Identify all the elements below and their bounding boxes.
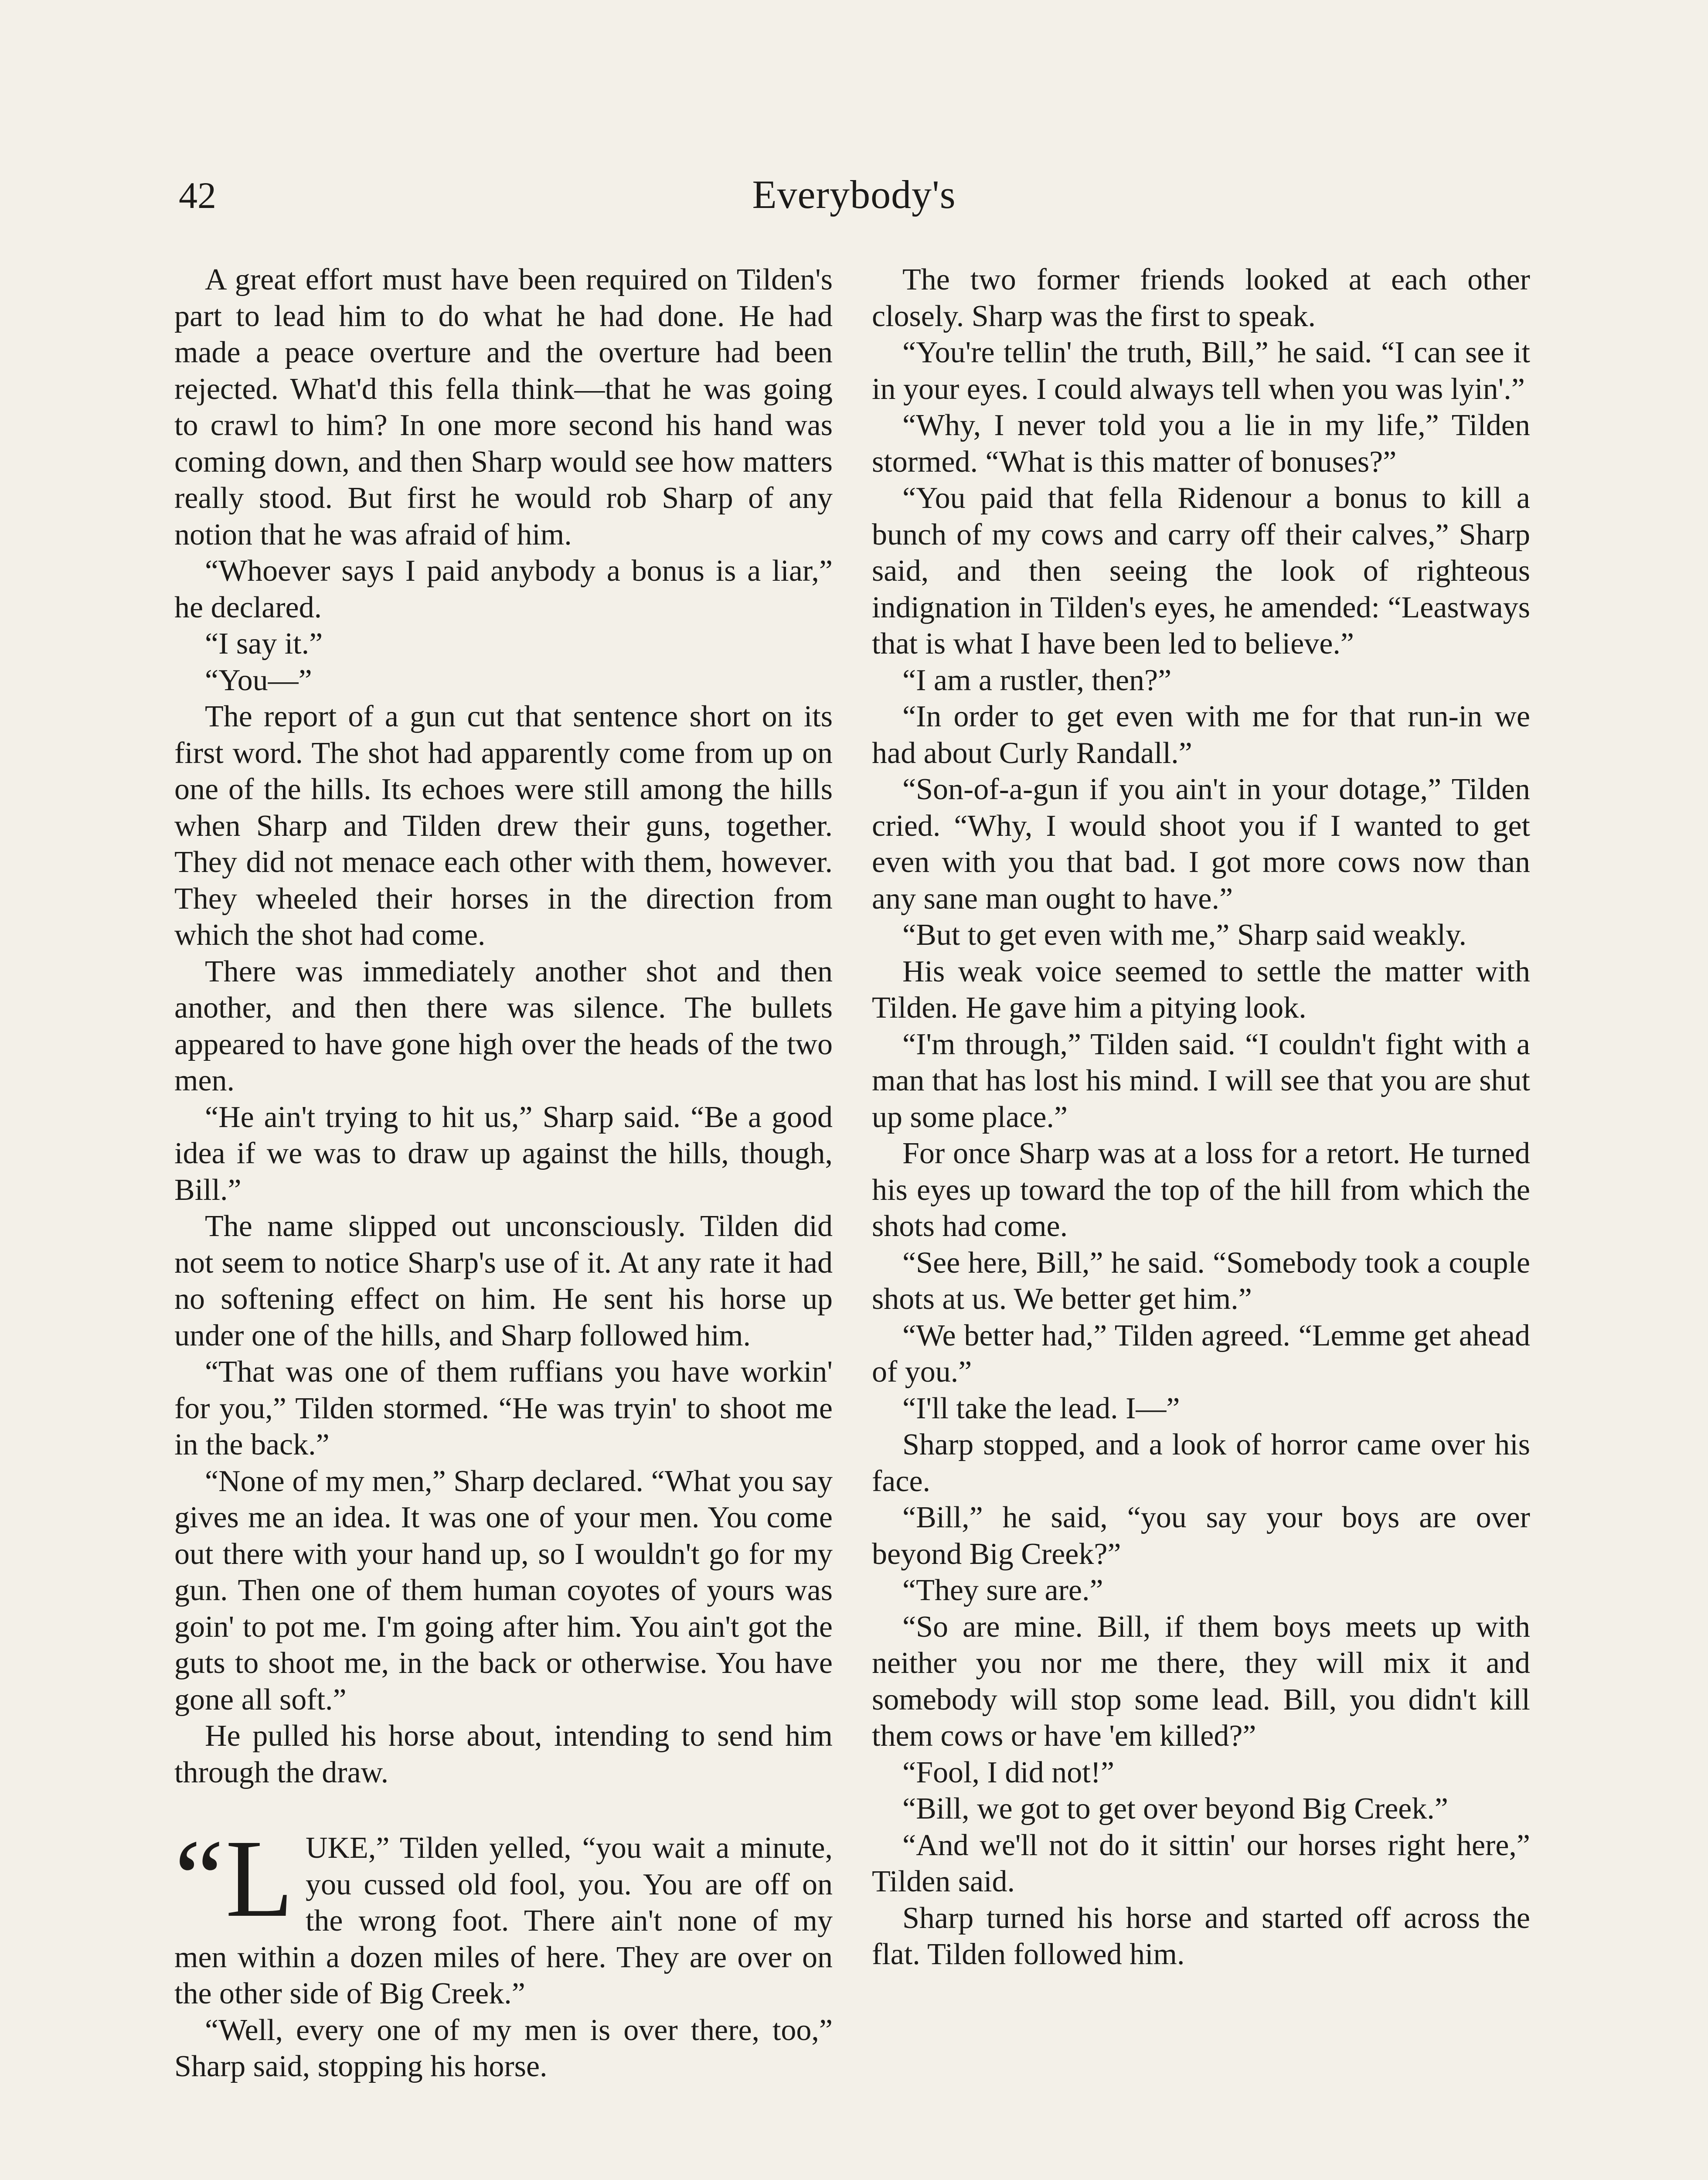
section-opening-text: UKE,” Tilden yelled, “you wait a minute, you cussed old fool, you. You are off on the wrong foot. There ain't none of my men within a dozen miles of here. They are over on the other side of Big Creek.”	[174, 1831, 833, 2010]
paragraph: “So are mine. Bill, if them boys meets up with neither you nor me there, they will mix it and somebody will stop some lead. Bill, you didn't kill them cows or have 'em killed?”	[872, 1610, 1530, 1753]
paragraph: A great effort must have been required on Tilden's part to lead him to do what he had done. He had made a peace overture and the overture had been rejected. What'd this fella think—that he was going to crawl to him? In one more second his hand was coming down, and then Sharp would see how matters really stood. But first he would rob Sharp of any notion that he was afraid of him.	[174, 263, 833, 552]
paragraph: “Why, I never told you a lie in my life,” Tilden stormed. “What is this matter of bonuses?”	[872, 409, 1530, 479]
paragraph: “I'm through,” Tilden said. “I couldn't fight with a man that has lost his mind. I will see that you are shut up some place.”	[872, 1027, 1530, 1134]
paragraph: “Well, every one of my men is over there, too,” Sharp said, stopping his horse.	[174, 2013, 833, 2083]
paragraph: Sharp turned his horse and started off across the flat. Tilden followed him.	[872, 1901, 1530, 1971]
paragraph: Sharp stopped, and a look of horror came over his face.	[872, 1428, 1530, 1498]
drop-cap	[174, 1817, 293, 1940]
paragraph: “Bill, we got to get over beyond Big Creek.”	[902, 1792, 1448, 1826]
paragraph: For once Sharp was at a loss for a retort. He turned his eyes up toward the top of the hill from which the shots had come.	[872, 1137, 1530, 1243]
paragraph: “He ain't trying to hit us,” Sharp said. “Be a good idea if we was to draw up against the hills, though, Bill.”	[174, 1100, 833, 1207]
paragraph: “Fool, I did not!”	[902, 1755, 1115, 1789]
paragraph: “You paid that fella Ridenour a bonus to kill a bunch of my cows and carry off their calves,” Sharp said, and then seeing the look of righteous indignation in Tilden's eyes, he amended: “Leastways that is what I have been led to believe.”	[872, 481, 1530, 661]
paragraph: “You—”	[205, 663, 312, 697]
page-number: 42	[179, 174, 216, 216]
paragraph: “In order to get even with me for that run-in we had about Curly Randall.”	[872, 700, 1530, 770]
paragraph: “Bill,” he said, “you say your boys are over beyond Big Creek?”	[872, 1501, 1530, 1571]
paragraph: “Son-of-a-gun if you ain't in your dotage,” Tilden cried. “Why, I would shoot you if I wanted to get even with you that bad. I got more cows now than any sane man ought to have.”	[872, 773, 1530, 916]
paragraph: “That was one of them ruffians you have workin' for you,” Tilden stormed. “He was tryin' to shoot me in the back.”	[174, 1355, 833, 1461]
paragraph: “They sure are.”	[902, 1574, 1103, 1607]
running-head-title: Everybody's	[752, 172, 956, 217]
drop-cap-quote: “	[174, 1817, 224, 1940]
right-column	[872, 262, 1530, 1973]
paragraph: “I am a rustler, then?”	[902, 663, 1172, 697]
paragraph: “But to get even with me,” Sharp said weakly.	[902, 918, 1467, 952]
section-opening-paragraph	[174, 1817, 833, 2012]
paragraph: “See here, Bill,” he said. “Somebody took a couple shots at us. We better get him.”	[872, 1246, 1530, 1316]
paragraph: His weak voice seemed to settle the matter with Tilden. He gave him a pitying look.	[872, 954, 1530, 1025]
drop-cap-letter: L	[225, 1817, 293, 1940]
paragraph: There was immediately another shot and then another, and then there was silence. The bullets appeared to have gone high over the heads of the two men.	[174, 954, 833, 1097]
paragraph: The name slipped out unconsciously. Tilden did not seem to notice Sharp's use of it. At any rate it had no softening effect on him. He sent his horse up under one of the hills, and Sharp followed him.	[174, 1209, 833, 1352]
left-column	[174, 262, 833, 2085]
paragraph: The two former friends looked at each other closely. Sharp was the first to speak.	[872, 263, 1530, 333]
paragraph: “None of my men,” Sharp declared. “What you say gives me an idea. It was one of your men. You come out there with your hand up, so I wouldn't go for my gun. Then one of them human coyotes of yours was goin' to pot me. I'm going after him. You ain't got the guts to shoot me, in the back or otherwise. You have gone all soft.”	[174, 1464, 833, 1717]
paragraph: “You're tellin' the truth, Bill,” he said. “I can see it in your eyes. I could always tell when you was lyin'.”	[872, 336, 1530, 406]
paragraph: “Whoever says I paid anybody a bonus is a liar,” he declared.	[174, 554, 833, 624]
paragraph: “And we'll not do it sittin' our horses right here,” Tilden said.	[872, 1828, 1530, 1898]
paragraph: “I'll take the lead. I—”	[902, 1391, 1180, 1425]
paragraph: “We better had,” Tilden agreed. “Lemme get ahead of you.”	[872, 1318, 1530, 1389]
paragraph: He pulled his horse about, intending to send him through the draw.	[174, 1719, 833, 1789]
paragraph: “I say it.”	[205, 627, 323, 661]
paragraph: The report of a gun cut that sentence short on its first word. The shot had apparently come from up on one of the hills. Its echoes were still among the hills when Sharp and Tilden drew their guns, together. They did not menace each other with them, however. They wheeled their horses in the direction from which the shot had come.	[174, 700, 833, 952]
